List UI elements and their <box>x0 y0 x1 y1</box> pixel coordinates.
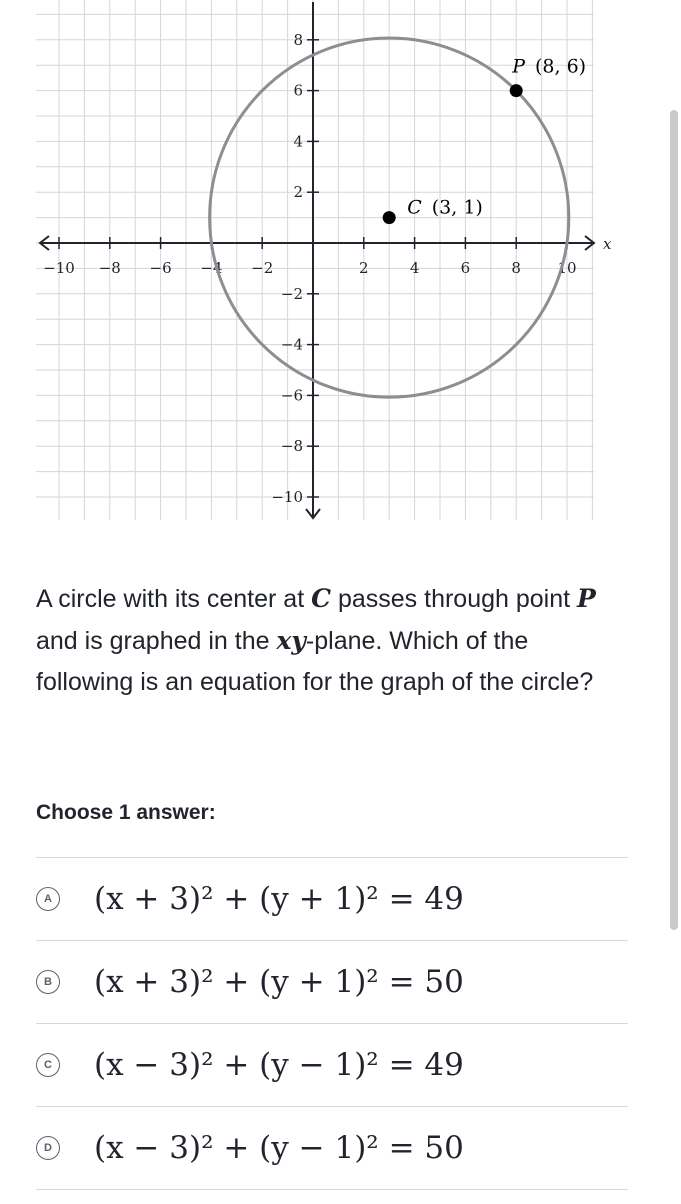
x-tick-label: −8 <box>98 259 121 277</box>
choose-answer-label: Choose 1 answer: <box>36 801 216 824</box>
x-tick-label: 2 <box>359 259 369 277</box>
x-tick-label: 6 <box>460 259 471 277</box>
x-tick-label: 8 <box>511 259 521 277</box>
question-part-3: and is graphed in the <box>36 627 277 655</box>
choice-c[interactable] <box>36 1024 628 1107</box>
point-p-dot <box>510 84 523 97</box>
x-tick-label: 4 <box>409 259 420 277</box>
point-c-dot <box>383 211 396 224</box>
points <box>383 56 586 225</box>
choice-d-letter-icon: D <box>36 1136 60 1160</box>
choice-a-equation: (x + 3)² + (y + 1)² = 49 <box>94 881 464 917</box>
y-tick-label: −2 <box>280 284 303 303</box>
choice-a[interactable] <box>36 858 628 941</box>
point-p-label <box>511 56 586 78</box>
question-part-2: passes through point <box>331 585 578 613</box>
y-tick-label: −10 <box>271 488 303 506</box>
point-c-name: C <box>407 196 422 219</box>
y-tick-label: −8 <box>280 437 303 456</box>
question-part-1: A circle with its center at <box>36 585 312 613</box>
x-tick-label: −2 <box>251 259 274 277</box>
question-part-4: -plane. Which of the following is an equation for the graph of the circle? <box>36 627 594 696</box>
question-text <box>36 578 626 703</box>
y-tick-label: 2 <box>293 183 303 202</box>
x-tick-label: 10 <box>557 259 577 277</box>
x-axis-label: x <box>603 235 612 253</box>
choice-b-letter-icon: B <box>36 970 60 994</box>
point-p-name: P <box>512 55 525 78</box>
x-tick-label: −10 <box>43 259 75 277</box>
y-tick-label: −6 <box>280 386 303 405</box>
point-c-label <box>407 197 483 219</box>
answer-choices <box>36 857 628 1190</box>
choice-c-equation: (x − 3)² + (y − 1)² = 49 <box>94 1047 464 1083</box>
coordinate-graph <box>0 0 681 560</box>
choice-a-letter-icon: A <box>36 887 60 911</box>
question-point-c: C <box>311 584 332 613</box>
x-tick-label: −4 <box>200 259 223 277</box>
y-tick-label: 8 <box>293 30 303 49</box>
scrollbar[interactable] <box>670 110 678 930</box>
question-point-p: P <box>577 584 596 613</box>
choice-b[interactable] <box>36 941 628 1024</box>
choice-d[interactable] <box>36 1107 628 1190</box>
y-tick-label: −4 <box>280 335 303 354</box>
y-tick-label: 4 <box>293 132 303 151</box>
choice-d-equation: (x − 3)² + (y − 1)² = 50 <box>94 1130 464 1166</box>
choice-b-equation: (x + 3)² + (y + 1)² = 50 <box>94 964 464 1000</box>
choice-c-letter-icon: C <box>36 1053 60 1077</box>
x-tick-label: −6 <box>149 259 172 277</box>
y-tick-label: 6 <box>293 81 303 100</box>
point-p-coordinates: (8, 6) <box>534 55 587 78</box>
point-c-coordinates: (3, 1) <box>431 196 483 219</box>
question-plane-vars: xy <box>276 626 306 655</box>
